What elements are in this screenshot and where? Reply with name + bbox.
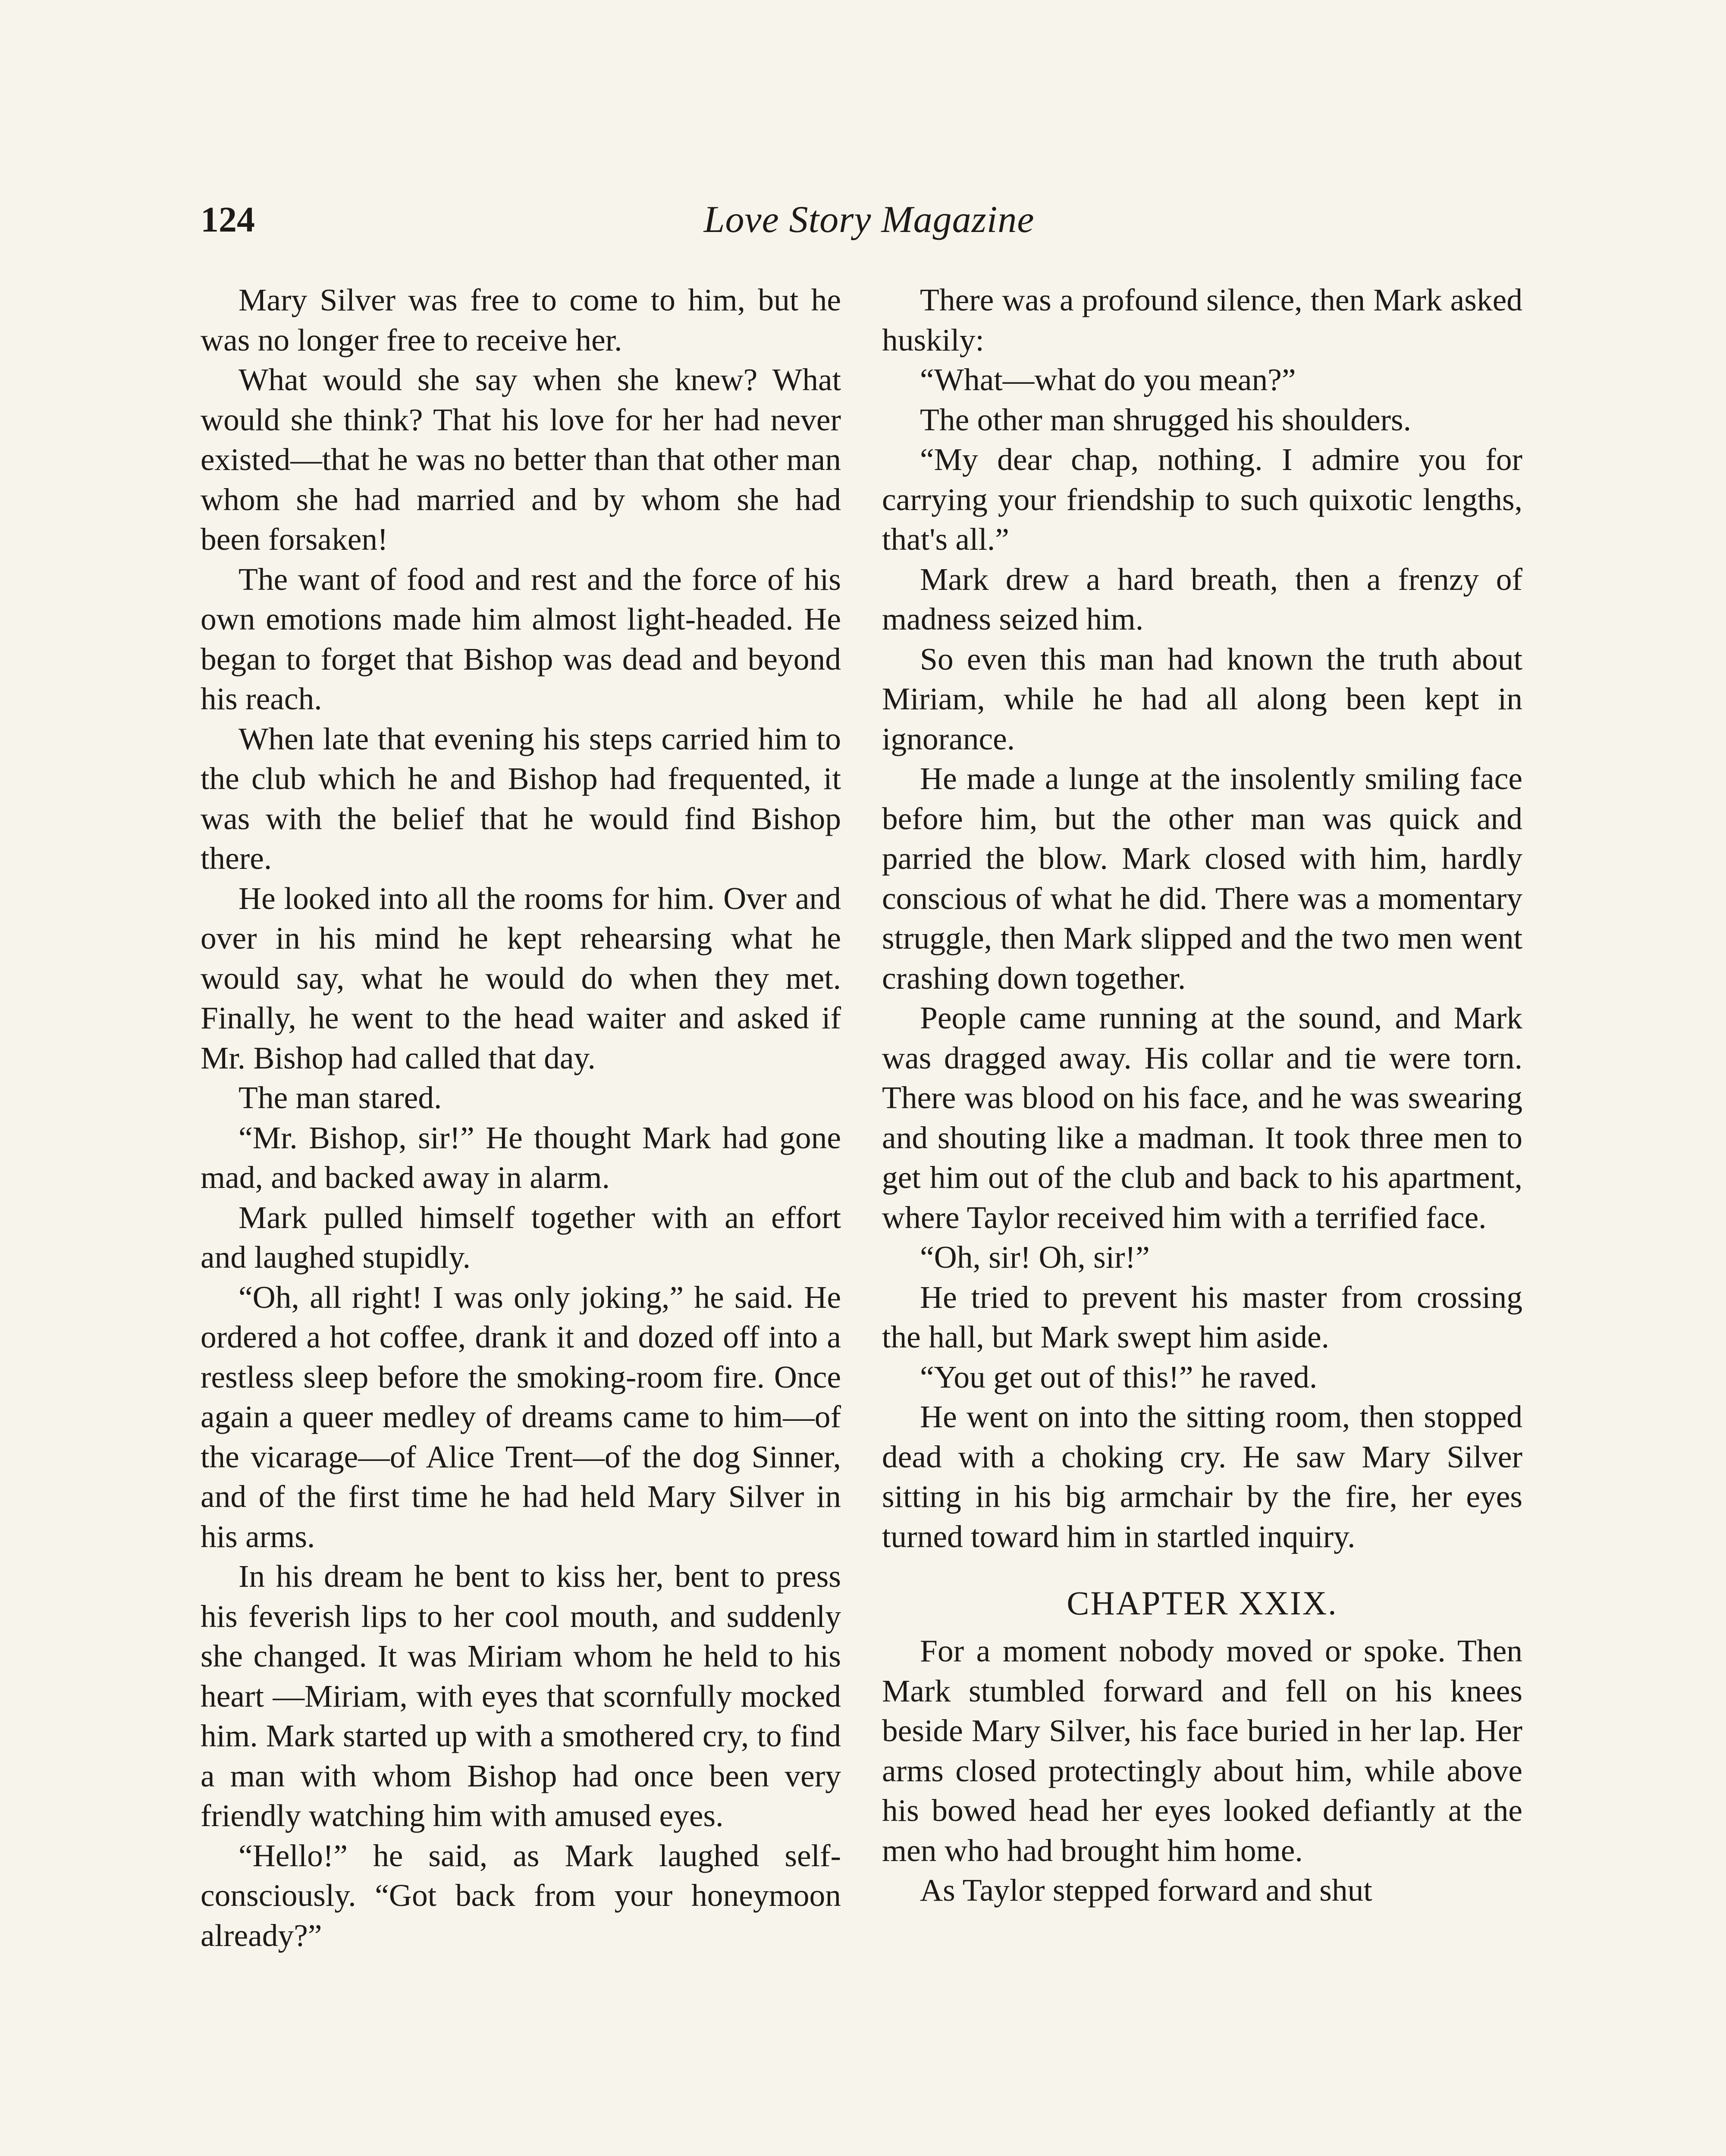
- paragraph: What would she say when she knew? What would she think? That his love for her had never existed—that he was no better than that other man whom she had married and by whom she had been forsaken!: [201, 362, 841, 557]
- paragraph: The want of food and rest and the force of his own emotions made him almost light-headed. He began to forget that Bishop was dead and beyond his reach.: [201, 561, 841, 716]
- page-header: [201, 196, 1516, 244]
- paragraph: “Oh, sir! Oh, sir!”: [920, 1240, 1150, 1275]
- paragraph: The man stared.: [239, 1080, 442, 1115]
- paragraph: For a moment nobody moved or spoke. Then Mark stumbled forward and fell on his knees beside Mary Silver, his face buried in her lap. Her arms closed protectingly about him, while above his bowed head her eyes looked defiantly at the men who had brought him home.: [882, 1633, 1522, 1868]
- paragraph: He tried to prevent his master from crossing the hall, but Mark swept him aside.: [882, 1279, 1522, 1354]
- paragraph: When late that evening his steps carried him to the club which he and Bishop had frequented, it was with the belief that he would find Bishop there.: [201, 721, 841, 876]
- paragraph: Mary Silver was free to come to him, but he was no longer free to receive her.: [201, 282, 841, 357]
- paragraph: Mark pulled himself together with an effort and laughed stupidly.: [201, 1200, 841, 1275]
- paragraph: People came running at the sound, and Mark was dragged away. His collar and tie were torn. There was blood on his face, and he was swearing and shouting like a madman. It took three men to get him out of the club and back to his apartment, where Taylor received him with a terrified face.: [882, 1000, 1522, 1235]
- right-column: [882, 280, 1522, 1911]
- paragraph: There was a profound silence, then Mark asked huskily:: [882, 282, 1522, 357]
- running-head: Love Story Magazine: [703, 199, 1035, 241]
- paragraph: “You get out of this!” he raved.: [920, 1359, 1318, 1395]
- paragraph: “Oh, all right! I was only joking,” he said. He ordered a hot coffee, drank it and dozed off into a restless sleep before the smoking-room fire. Once again a queer medley of dreams came to him—of the vicarage—of Alice Trent—of the dog Sinner, and of the first time he had held Mary Silver in his arms.: [201, 1279, 841, 1554]
- paragraph: “Mr. Bishop, sir!” He thought Mark had gone mad, and backed away in alarm.: [201, 1120, 841, 1195]
- paragraph: The other man shrugged his shoulders.: [920, 402, 1412, 437]
- left-column: [201, 280, 841, 1955]
- paragraph: “What—what do you mean?”: [920, 362, 1296, 397]
- paragraph: So even this man had known the truth about Miriam, while he had all along been kept in ignorance.: [882, 641, 1522, 756]
- paragraph: He made a lunge at the insolently smiling face before him, but the other man was quick and parried the blow. Mark closed with him, hardly conscious of what he did. There was a momentary struggle, then Mark slipped and the two men went crashing down together.: [882, 761, 1522, 996]
- paragraph: Mark drew a hard breath, then a frenzy of madness seized him.: [882, 561, 1522, 636]
- paragraph: He went on into the sitting room, then stopped dead with a choking cry. He saw Mary Silver sitting in his big armchair by the fire, her eyes turned toward him in startled inquiry.: [882, 1399, 1522, 1554]
- paragraph: In his dream he bent to kiss her, bent to press his feverish lips to her cool mouth, and suddenly she changed. It was Miriam whom he held to his heart —Miriam, with eyes that scornfully mocked him. Mark started up with a smothered cry, to find a man with whom Bishop had once been very friendly watching him with amused eyes.: [201, 1559, 841, 1833]
- paragraph: “Hello!” he said, as Mark laughed self-consciously. “Got back from your honeymoon already?”: [201, 1838, 841, 1953]
- paragraph: “My dear chap, nothing. I admire you for carrying your friendship to such quixotic lengths, that's all.”: [882, 442, 1522, 557]
- paragraph: As Taylor stepped forward and shut: [920, 1873, 1372, 1908]
- page-number: 124: [201, 200, 255, 240]
- chapter-heading: CHAPTER XXIX.: [1067, 1584, 1338, 1622]
- paragraph: He looked into all the rooms for him. Over and over in his mind he kept rehearsing what he would say, what he would do when they met. Finally, he went to the head waiter and asked if Mr. Bishop had called that day.: [201, 881, 841, 1075]
